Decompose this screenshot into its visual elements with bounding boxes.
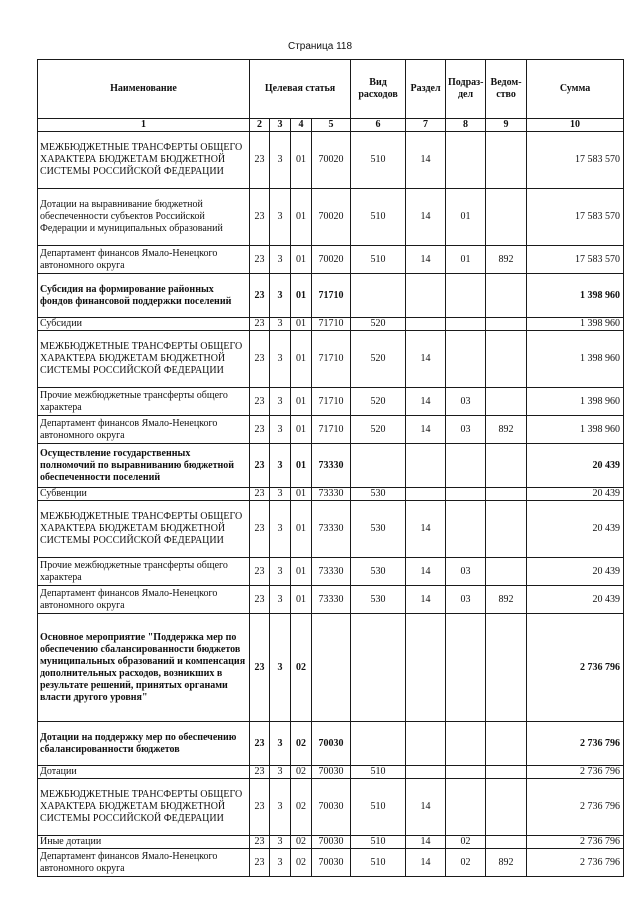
row-sum: 1 398 960 bbox=[527, 274, 624, 318]
subprogram-code: 3 bbox=[270, 849, 291, 877]
row-name: Дотации bbox=[38, 766, 250, 779]
section-code: 14 bbox=[406, 558, 446, 586]
section-code: 14 bbox=[406, 501, 446, 558]
direction-code: 73330 bbox=[312, 558, 351, 586]
section-code: 14 bbox=[406, 836, 446, 849]
subprogram-code: 3 bbox=[270, 836, 291, 849]
event-code: 01 bbox=[291, 388, 312, 416]
subprogram-code: 3 bbox=[270, 779, 291, 836]
row-sum: 20 439 bbox=[527, 501, 624, 558]
subsection-code bbox=[446, 274, 486, 318]
program-code: 23 bbox=[250, 444, 270, 488]
department-code bbox=[486, 274, 527, 318]
event-code: 01 bbox=[291, 444, 312, 488]
direction-code: 71710 bbox=[312, 274, 351, 318]
table-row bbox=[38, 388, 624, 416]
table-row bbox=[38, 779, 624, 836]
event-code: 01 bbox=[291, 246, 312, 274]
row-sum: 1 398 960 bbox=[527, 331, 624, 388]
section-code bbox=[406, 274, 446, 318]
program-code: 23 bbox=[250, 849, 270, 877]
event-code: 01 bbox=[291, 586, 312, 614]
column-index: 8 bbox=[446, 119, 486, 132]
table-row bbox=[38, 849, 624, 877]
subprogram-code: 3 bbox=[270, 416, 291, 444]
header-department: Ведом-ство bbox=[486, 60, 527, 119]
row-name: МЕЖБЮДЖЕТНЫЕ ТРАНСФЕРТЫ ОБЩЕГО ХАРАКТЕРА БЮДЖЕТАМ БЮДЖЕТНОЙ СИСТЕМЫ РОССИЙСКОЙ ФЕДЕРАЦИИ bbox=[38, 501, 250, 558]
row-name: Иные дотации bbox=[38, 836, 250, 849]
subsection-code bbox=[446, 766, 486, 779]
direction-code: 73330 bbox=[312, 488, 351, 501]
row-name: Субсидии bbox=[38, 318, 250, 331]
program-code: 23 bbox=[250, 416, 270, 444]
column-index: 1 bbox=[38, 119, 250, 132]
event-code: 01 bbox=[291, 331, 312, 388]
department-code bbox=[486, 722, 527, 766]
direction-code: 70030 bbox=[312, 766, 351, 779]
department-code bbox=[486, 318, 527, 331]
subsection-code bbox=[446, 331, 486, 388]
row-sum: 20 439 bbox=[527, 586, 624, 614]
section-code: 14 bbox=[406, 849, 446, 877]
direction-code: 73330 bbox=[312, 586, 351, 614]
expense-type-code: 530 bbox=[351, 586, 406, 614]
expense-type-code: 510 bbox=[351, 132, 406, 189]
section-code: 14 bbox=[406, 388, 446, 416]
subprogram-code: 3 bbox=[270, 189, 291, 246]
expense-type-code bbox=[351, 274, 406, 318]
program-code: 23 bbox=[250, 836, 270, 849]
department-code bbox=[486, 501, 527, 558]
row-sum: 1 398 960 bbox=[527, 388, 624, 416]
row-sum: 20 439 bbox=[527, 444, 624, 488]
section-code bbox=[406, 318, 446, 331]
subprogram-code: 3 bbox=[270, 488, 291, 501]
program-code: 23 bbox=[250, 779, 270, 836]
event-code: 02 bbox=[291, 836, 312, 849]
program-code: 23 bbox=[250, 189, 270, 246]
row-sum: 2 736 796 bbox=[527, 836, 624, 849]
program-code: 23 bbox=[250, 274, 270, 318]
subsection-code bbox=[446, 779, 486, 836]
expense-type-code bbox=[351, 614, 406, 722]
department-code bbox=[486, 189, 527, 246]
header-row bbox=[38, 60, 624, 119]
program-code: 23 bbox=[250, 318, 270, 331]
direction-code: 71710 bbox=[312, 331, 351, 388]
table-row bbox=[38, 331, 624, 388]
expense-type-code: 530 bbox=[351, 501, 406, 558]
direction-code: 70020 bbox=[312, 246, 351, 274]
subprogram-code: 3 bbox=[270, 614, 291, 722]
subprogram-code: 3 bbox=[270, 586, 291, 614]
subsection-code: 03 bbox=[446, 416, 486, 444]
column-index: 9 bbox=[486, 119, 527, 132]
event-code: 01 bbox=[291, 189, 312, 246]
direction-code: 71710 bbox=[312, 388, 351, 416]
event-code: 02 bbox=[291, 614, 312, 722]
table-row bbox=[38, 836, 624, 849]
subprogram-code: 3 bbox=[270, 388, 291, 416]
department-code bbox=[486, 488, 527, 501]
department-code bbox=[486, 331, 527, 388]
table-row bbox=[38, 488, 624, 501]
department-code: 892 bbox=[486, 246, 527, 274]
header-target-article: Целевая статья bbox=[250, 60, 351, 119]
section-code: 14 bbox=[406, 416, 446, 444]
event-code: 01 bbox=[291, 501, 312, 558]
column-index: 7 bbox=[406, 119, 446, 132]
table-row bbox=[38, 246, 624, 274]
expense-type-code: 510 bbox=[351, 766, 406, 779]
header-name: Наименование bbox=[38, 60, 250, 119]
section-code: 14 bbox=[406, 586, 446, 614]
subsection-code: 03 bbox=[446, 586, 486, 614]
subsection-code: 01 bbox=[446, 189, 486, 246]
column-index: 5 bbox=[312, 119, 351, 132]
expense-type-code: 520 bbox=[351, 416, 406, 444]
row-sum: 17 583 570 bbox=[527, 189, 624, 246]
subprogram-code: 3 bbox=[270, 318, 291, 331]
department-code: 892 bbox=[486, 416, 527, 444]
expense-type-code: 510 bbox=[351, 849, 406, 877]
expense-type-code: 520 bbox=[351, 318, 406, 331]
direction-code: 70030 bbox=[312, 836, 351, 849]
table-row bbox=[38, 189, 624, 246]
expense-type-code: 520 bbox=[351, 388, 406, 416]
table-row bbox=[38, 444, 624, 488]
event-code: 02 bbox=[291, 766, 312, 779]
row-name: Дотации на поддержку мер по обеспечению сбалансированности бюджетов bbox=[38, 722, 250, 766]
program-code: 23 bbox=[250, 558, 270, 586]
table-row bbox=[38, 586, 624, 614]
program-code: 23 bbox=[250, 722, 270, 766]
direction-code: 70030 bbox=[312, 722, 351, 766]
row-name: Департамент финансов Ямало-Ненецкого автономного округа bbox=[38, 849, 250, 877]
expense-type-code bbox=[351, 722, 406, 766]
table-row bbox=[38, 274, 624, 318]
row-sum: 2 736 796 bbox=[527, 614, 624, 722]
direction-code: 73330 bbox=[312, 444, 351, 488]
row-name: МЕЖБЮДЖЕТНЫЕ ТРАНСФЕРТЫ ОБЩЕГО ХАРАКТЕРА БЮДЖЕТАМ БЮДЖЕТНОЙ СИСТЕМЫ РОССИЙСКОЙ ФЕДЕРАЦИИ bbox=[38, 779, 250, 836]
expense-type-code: 510 bbox=[351, 189, 406, 246]
department-code bbox=[486, 836, 527, 849]
expense-type-code: 520 bbox=[351, 331, 406, 388]
subsection-code bbox=[446, 722, 486, 766]
event-code: 01 bbox=[291, 488, 312, 501]
direction-code: 71710 bbox=[312, 318, 351, 331]
section-code bbox=[406, 444, 446, 488]
direction-code: 71710 bbox=[312, 416, 351, 444]
row-sum: 1 398 960 bbox=[527, 416, 624, 444]
column-index: 2 bbox=[250, 119, 270, 132]
section-code: 14 bbox=[406, 331, 446, 388]
subsection-code: 01 bbox=[446, 246, 486, 274]
section-code bbox=[406, 488, 446, 501]
direction-code: 70030 bbox=[312, 779, 351, 836]
department-code bbox=[486, 132, 527, 189]
column-index: 4 bbox=[291, 119, 312, 132]
row-sum: 2 736 796 bbox=[527, 779, 624, 836]
subsection-code: 02 bbox=[446, 849, 486, 877]
event-code: 01 bbox=[291, 274, 312, 318]
department-code bbox=[486, 388, 527, 416]
subprogram-code: 3 bbox=[270, 274, 291, 318]
column-index-row bbox=[38, 119, 624, 132]
program-code: 23 bbox=[250, 586, 270, 614]
row-sum: 17 583 570 bbox=[527, 246, 624, 274]
direction-code: 70020 bbox=[312, 189, 351, 246]
page-number: Страница 118 bbox=[287, 41, 353, 52]
row-name: Субсидия на формирование районных фондов финансовой поддержки поселений bbox=[38, 274, 250, 318]
row-sum: 17 583 570 bbox=[527, 132, 624, 189]
direction-code: 70030 bbox=[312, 849, 351, 877]
department-code bbox=[486, 444, 527, 488]
row-sum: 20 439 bbox=[527, 488, 624, 501]
subprogram-code: 3 bbox=[270, 331, 291, 388]
row-name: МЕЖБЮДЖЕТНЫЕ ТРАНСФЕРТЫ ОБЩЕГО ХАРАКТЕРА БЮДЖЕТАМ БЮДЖЕТНОЙ СИСТЕМЫ РОССИЙСКОЙ ФЕДЕРАЦИИ bbox=[38, 331, 250, 388]
row-sum: 2 736 796 bbox=[527, 722, 624, 766]
program-code: 23 bbox=[250, 132, 270, 189]
event-code: 02 bbox=[291, 779, 312, 836]
expense-type-code: 530 bbox=[351, 488, 406, 501]
header-section: Раздел bbox=[406, 60, 446, 119]
subsection-code: 02 bbox=[446, 836, 486, 849]
department-code bbox=[486, 558, 527, 586]
table-row bbox=[38, 416, 624, 444]
table-row bbox=[38, 558, 624, 586]
program-code: 23 bbox=[250, 766, 270, 779]
subsection-code: 03 bbox=[446, 558, 486, 586]
subprogram-code: 3 bbox=[270, 766, 291, 779]
event-code: 01 bbox=[291, 558, 312, 586]
row-name: Департамент финансов Ямало-Ненецкого автономного округа bbox=[38, 246, 250, 274]
row-name: Осуществление государственных полномочий по выравниванию бюджетной обеспеченности поселений bbox=[38, 444, 250, 488]
program-code: 23 bbox=[250, 331, 270, 388]
budget-table bbox=[37, 59, 624, 877]
column-index: 6 bbox=[351, 119, 406, 132]
subprogram-code: 3 bbox=[270, 558, 291, 586]
direction-code: 73330 bbox=[312, 501, 351, 558]
subprogram-code: 3 bbox=[270, 722, 291, 766]
expense-type-code: 510 bbox=[351, 836, 406, 849]
subsection-code bbox=[446, 318, 486, 331]
department-code: 892 bbox=[486, 586, 527, 614]
expense-type-code: 530 bbox=[351, 558, 406, 586]
program-code: 23 bbox=[250, 388, 270, 416]
expense-type-code: 510 bbox=[351, 779, 406, 836]
event-code: 02 bbox=[291, 849, 312, 877]
department-code bbox=[486, 614, 527, 722]
subprogram-code: 3 bbox=[270, 501, 291, 558]
section-code: 14 bbox=[406, 246, 446, 274]
event-code: 01 bbox=[291, 416, 312, 444]
event-code: 02 bbox=[291, 722, 312, 766]
row-name: Субвенции bbox=[38, 488, 250, 501]
row-name: Основное мероприятие "Поддержка мер по обеспечению сбалансированности бюджетов муниципальных образований и компенсация дополнительных расходов, возникших в результате решений, принятых органами власти другого уровня" bbox=[38, 614, 250, 722]
subsection-code bbox=[446, 132, 486, 189]
header-sum: Сумма bbox=[527, 60, 624, 119]
table-row bbox=[38, 766, 624, 779]
row-name: Прочие межбюджетные трансферты общего характера bbox=[38, 388, 250, 416]
expense-type-code bbox=[351, 444, 406, 488]
section-code bbox=[406, 614, 446, 722]
row-sum: 2 736 796 bbox=[527, 849, 624, 877]
table-row bbox=[38, 501, 624, 558]
row-name: Дотации на выравнивание бюджетной обеспеченности субъектов Российской Федерации и муниципальных образований bbox=[38, 189, 250, 246]
section-code: 14 bbox=[406, 132, 446, 189]
program-code: 23 bbox=[250, 614, 270, 722]
subsection-code bbox=[446, 614, 486, 722]
program-code: 23 bbox=[250, 501, 270, 558]
row-sum: 20 439 bbox=[527, 558, 624, 586]
section-code: 14 bbox=[406, 779, 446, 836]
department-code bbox=[486, 766, 527, 779]
table-row bbox=[38, 132, 624, 189]
column-index: 10 bbox=[527, 119, 624, 132]
event-code: 01 bbox=[291, 318, 312, 331]
subsection-code: 03 bbox=[446, 388, 486, 416]
subsection-code bbox=[446, 444, 486, 488]
subprogram-code: 3 bbox=[270, 132, 291, 189]
row-name: Департамент финансов Ямало-Ненецкого автономного округа bbox=[38, 586, 250, 614]
department-code: 892 bbox=[486, 849, 527, 877]
header-expense-type: Вид расходов bbox=[351, 60, 406, 119]
row-name: Департамент финансов Ямало-Ненецкого автономного округа bbox=[38, 416, 250, 444]
table-row bbox=[38, 614, 624, 722]
row-sum: 1 398 960 bbox=[527, 318, 624, 331]
section-code: 14 bbox=[406, 189, 446, 246]
direction-code: 70020 bbox=[312, 132, 351, 189]
section-code bbox=[406, 722, 446, 766]
direction-code bbox=[312, 614, 351, 722]
row-name: Прочие межбюджетные трансферты общего характера bbox=[38, 558, 250, 586]
table-row bbox=[38, 722, 624, 766]
department-code bbox=[486, 779, 527, 836]
column-index: 3 bbox=[270, 119, 291, 132]
expense-type-code: 510 bbox=[351, 246, 406, 274]
row-sum: 2 736 796 bbox=[527, 766, 624, 779]
section-code bbox=[406, 766, 446, 779]
event-code: 01 bbox=[291, 132, 312, 189]
program-code: 23 bbox=[250, 246, 270, 274]
subprogram-code: 3 bbox=[270, 444, 291, 488]
row-name: МЕЖБЮДЖЕТНЫЕ ТРАНСФЕРТЫ ОБЩЕГО ХАРАКТЕРА БЮДЖЕТАМ БЮДЖЕТНОЙ СИСТЕМЫ РОССИЙСКОЙ ФЕДЕРАЦИИ bbox=[38, 132, 250, 189]
subsection-code bbox=[446, 488, 486, 501]
subsection-code bbox=[446, 501, 486, 558]
subprogram-code: 3 bbox=[270, 246, 291, 274]
header-subsection: Подраз-дел bbox=[446, 60, 486, 119]
program-code: 23 bbox=[250, 488, 270, 501]
table-row bbox=[38, 318, 624, 331]
